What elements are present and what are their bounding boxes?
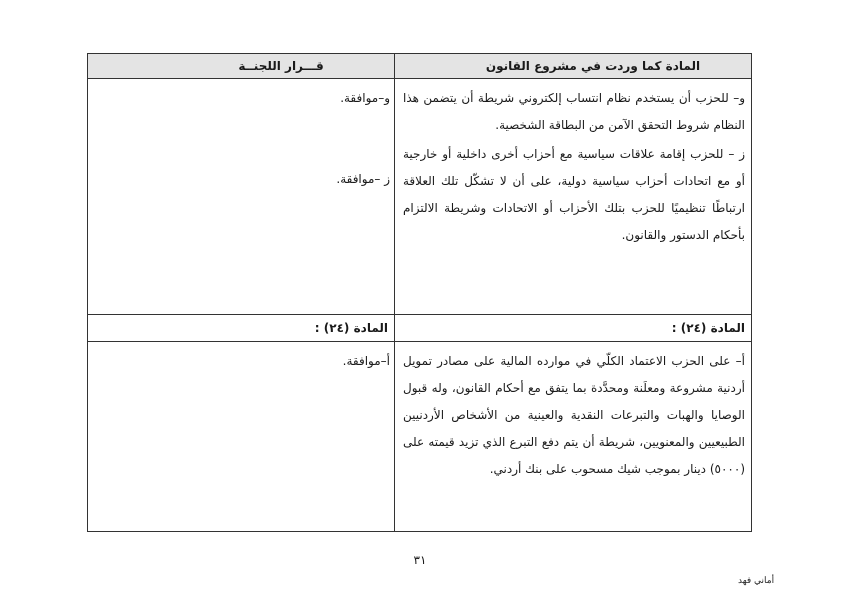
clause-a: أ– على الحزب الاعتماد الكلّي في موارده المالية على مصادر تمويل أردنية مشروعة ومعلَنة ومحدَّدة بما يتفق مع أحكام القانون، وله قبول الوصايا والهبات والتبرعات النقدية والعينية من الأشخاص الأردنيين الطبيعيين والمعنويين، شريطة أن يتم دفع التبرع الذي تزيد قيمته على (٥٠٠٠) دينار بموجب شيك مسحوب على بنك أردني.	[403, 354, 745, 476]
article-text	[395, 79, 751, 253]
table-header-row	[88, 54, 752, 79]
decision-cell	[88, 342, 395, 532]
section-article-label: المادة (٢٤) :	[395, 315, 752, 342]
comparison-table	[87, 53, 752, 532]
section-row	[88, 315, 752, 342]
article-cell	[395, 342, 752, 532]
decision-z: ز –موافقة.	[336, 172, 390, 186]
header-article-column	[395, 54, 752, 79]
header-decision-label: قـــرار اللجنــة	[238, 59, 324, 73]
clause-w: و– للحزب أن يستخدم نظام انتساب إلكتروني شريطة أن يتضمن هذا النظام شروط التحقق الآمن من البطاقة الشخصية.	[403, 91, 745, 132]
table-row	[88, 79, 752, 315]
section-decision-label: المادة (٢٤) :	[88, 315, 395, 342]
decision-cell	[88, 79, 395, 315]
page-number: ٣١	[413, 553, 427, 567]
decision-a: أ–موافقة.	[342, 354, 390, 368]
table-row	[88, 342, 752, 532]
decision-text	[88, 79, 394, 193]
signature: أماني فهد	[738, 576, 775, 586]
article-text	[395, 342, 751, 487]
header-article-label: المادة كما وردت في مشروع القانون	[485, 59, 701, 73]
clause-z: ز – للحزب إقامة علاقات سياسية مع أحزاب أخرى داخلية أو خارجية أو مع اتحادات أحزاب سياسية دولية، على أن لا تشكّل تلك العلاقة ارتباطًا تنظيميًا للحزب بتلك الأحزاب أو الاتحادات وشريطة الالتزام بأحكام الدستور والقانون.	[403, 147, 745, 242]
decision-text	[88, 342, 394, 375]
decision-w: و–موافقة.	[340, 91, 390, 105]
header-decision-column	[88, 54, 395, 79]
article-cell	[395, 79, 752, 315]
